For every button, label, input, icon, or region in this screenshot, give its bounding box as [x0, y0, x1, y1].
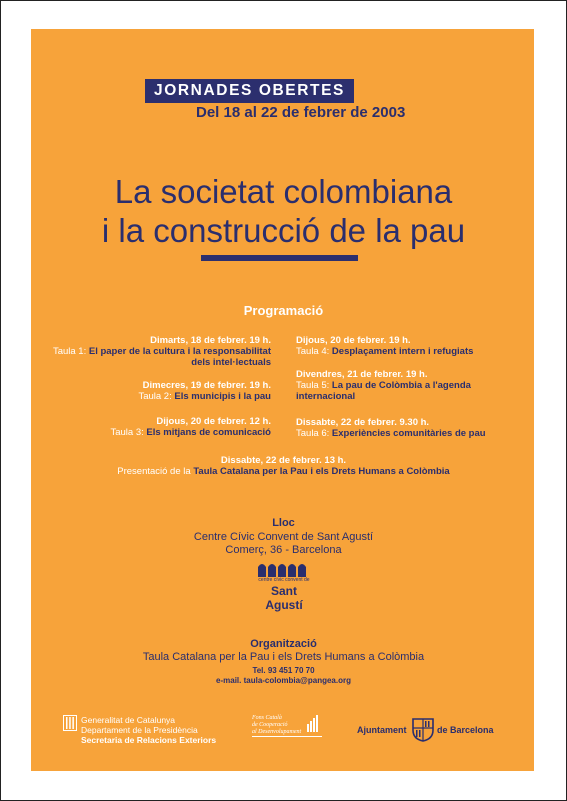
session-label: Taula 3:	[110, 427, 144, 438]
generalitat-emblem-icon	[63, 715, 77, 731]
title-line-1: La societat colombiana	[114, 173, 453, 210]
session-label: Taula 4:	[296, 346, 330, 357]
title-divider	[201, 255, 358, 261]
organization-name: Taula Catalana per la Pau i els Drets Humans a Colòmbia	[142, 651, 425, 663]
closing-session	[0, 455, 567, 477]
session-label: Taula 6:	[296, 428, 330, 439]
closing-title: Taula Catalana per la Pau i els Drets Humans a Colòmbia	[193, 466, 450, 477]
event-banner: JORNADES OBERTES	[145, 79, 354, 103]
fons-line-1: Fons Català	[252, 715, 282, 721]
title-line-2: i la construcció de la pau	[101, 212, 466, 249]
arches-icon	[254, 559, 314, 577]
session-title-cont: dels intel·lectuals	[191, 357, 271, 368]
session-label: Taula 5:	[296, 380, 330, 391]
session-label: Taula 2:	[138, 391, 172, 402]
session-title-cont: internacional	[296, 391, 356, 402]
session-title: Experiències comunitàries de pau	[331, 428, 486, 439]
venue-heading: Lloc	[272, 517, 295, 529]
logo-caption: centre cívic convent de	[258, 577, 310, 583]
program-heading: Programació	[243, 303, 324, 318]
fons-catala-logo	[252, 712, 324, 750]
session-2	[11, 380, 271, 402]
session-3	[11, 416, 271, 438]
session-date: Dissabte, 22 de febrer. 9.30 h.	[296, 417, 430, 428]
fons-divider	[252, 736, 322, 737]
venue-address: Comerç, 36 - Barcelona	[225, 544, 342, 556]
session-title: Els municipis i la pau	[174, 391, 271, 402]
session-label: Taula 1:	[52, 346, 87, 357]
session-title: Els mitjans de comunicació	[146, 427, 271, 438]
session-6	[296, 417, 526, 439]
generalitat-department: Departament de la Presidència	[81, 725, 198, 735]
logo-name: Sant Agustí	[265, 584, 303, 612]
barcelona-shield-icon	[412, 718, 434, 742]
session-title: El paper de la cultura i la responsabilitat	[88, 346, 271, 357]
session-date: Dijous, 20 de febrer. 12 h.	[156, 416, 271, 427]
organization-phone: Tel. 93 451 70 70	[252, 666, 315, 675]
organization-heading: Organització	[250, 638, 317, 650]
session-1	[11, 335, 271, 368]
session-date: Dimecres, 19 de febrer. 19 h.	[142, 380, 271, 391]
ajuntament-logo	[357, 716, 499, 746]
session-date: Dijous, 20 de febrer. 19 h.	[296, 335, 411, 346]
sant-agusti-logo	[254, 559, 314, 612]
barcelona-word: de Barcelona	[437, 725, 494, 735]
event-dates: Del 18 al 22 de febrer de 2003	[196, 104, 406, 121]
fons-line-2: de Cooperació	[252, 722, 288, 728]
session-4	[296, 335, 526, 357]
bars-icon	[307, 714, 321, 732]
fons-line-3: al Desenvolupament	[252, 729, 302, 735]
closing-date: Dissabte, 22 de febrer. 13 h.	[220, 455, 347, 466]
generalitat-secretariat: Secretaria de Relacions Exteriors	[81, 735, 217, 745]
session-title: La pau de Colòmbia a l'agenda	[331, 380, 471, 391]
session-date: Dimarts, 18 de febrer. 19 h.	[150, 335, 271, 346]
generalitat-name: Generalitat de Catalunya	[81, 715, 176, 725]
organization-email: e-mail. taula-colombia@pangea.org	[216, 676, 351, 685]
session-date: Divendres, 21 de febrer. 19 h.	[296, 369, 428, 380]
session-5	[296, 369, 526, 402]
venue-name: Centre Cívic Convent de Sant Agustí	[193, 531, 374, 543]
closing-prefix: Presentació de la	[117, 466, 191, 477]
session-title: Desplaçament intern i refugiats	[331, 346, 474, 357]
ajuntament-word: Ajuntament	[357, 725, 407, 735]
